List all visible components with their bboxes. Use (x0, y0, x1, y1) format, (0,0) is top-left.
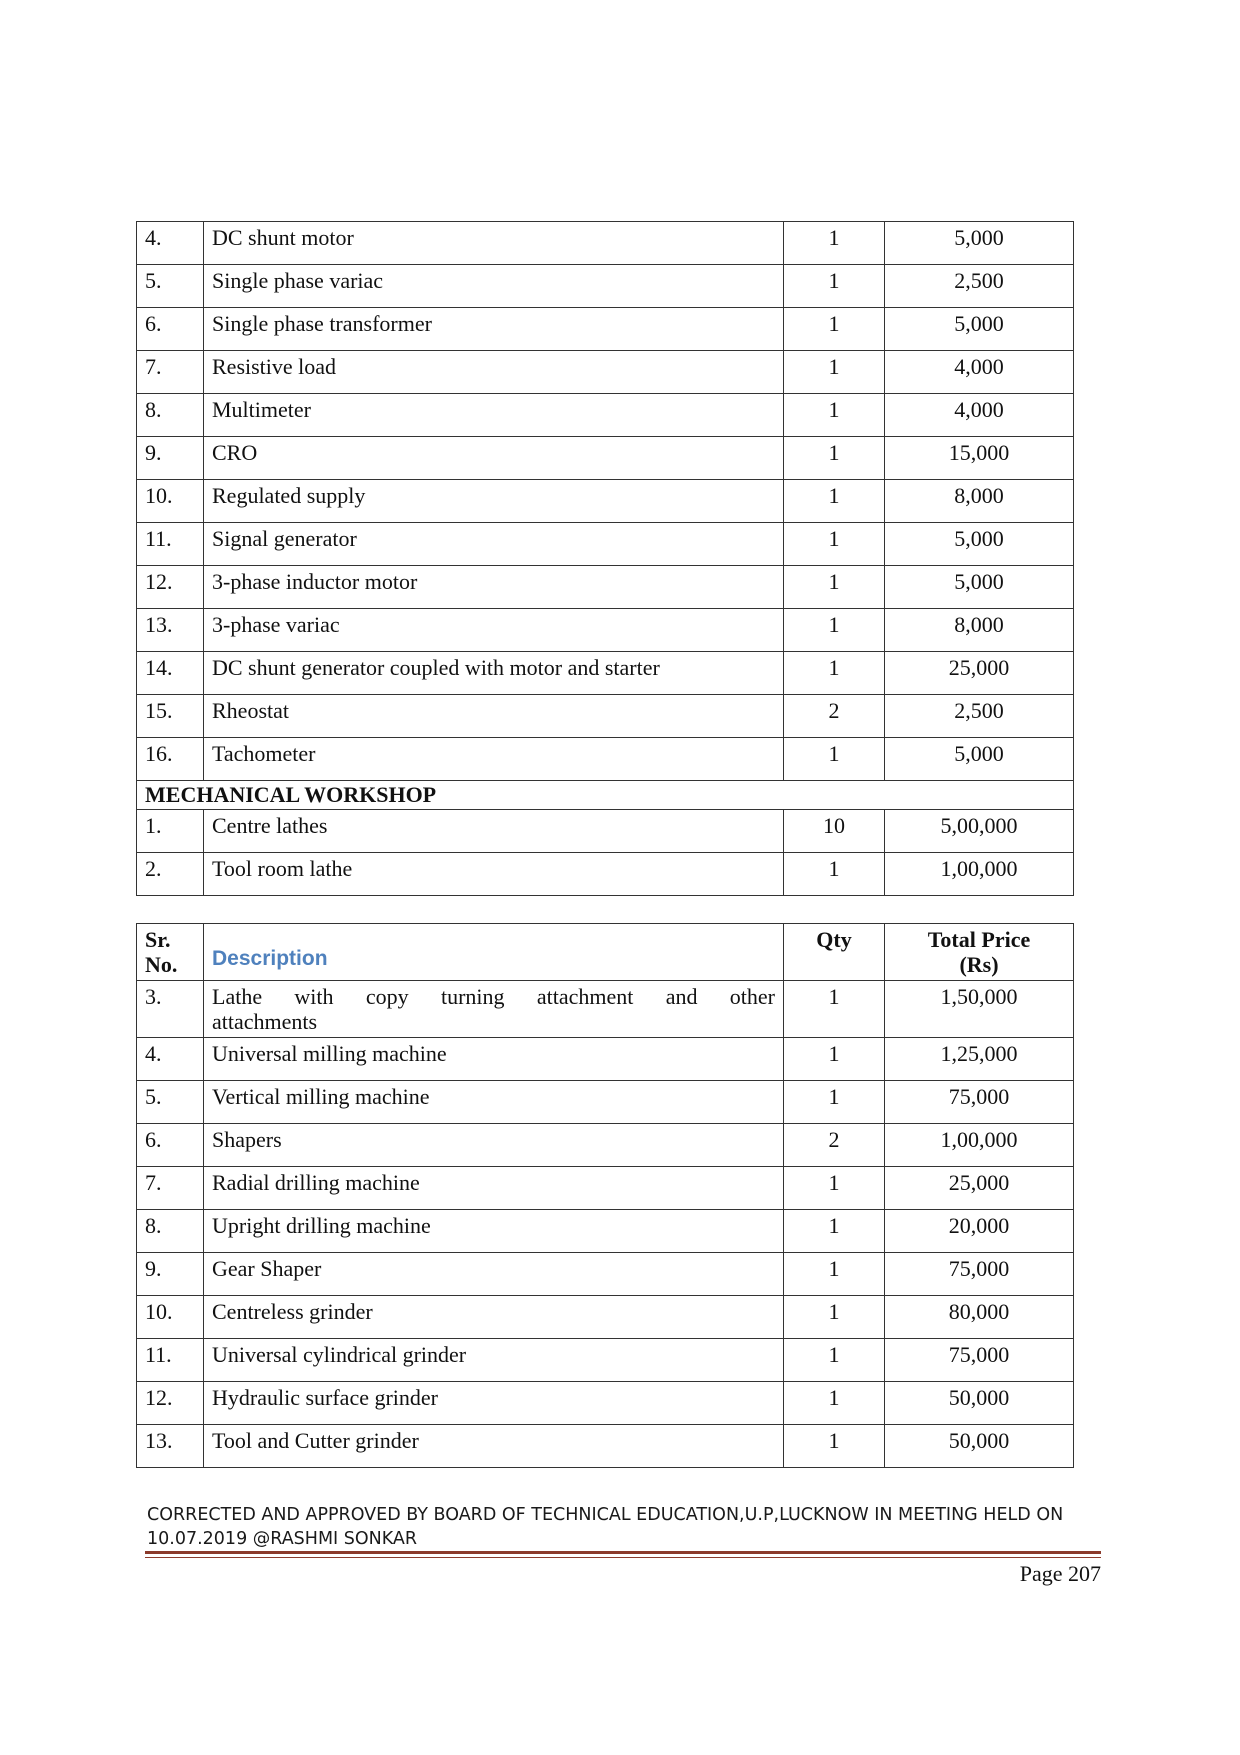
qty-cell: 1 (784, 1167, 885, 1210)
qty-cell: 10 (784, 810, 885, 853)
sr-no-cell: 11. (137, 1339, 204, 1382)
description-cell: 3-phase variac (204, 609, 784, 652)
sr-no-cell: 7. (137, 351, 204, 394)
qty-cell: 1 (784, 394, 885, 437)
table-row (137, 351, 1074, 394)
description-cell: Radial drilling machine (204, 1167, 784, 1210)
sr-no-cell: 10. (137, 480, 204, 523)
sr-no-cell: 9. (137, 1253, 204, 1296)
qty-cell: 1 (784, 523, 885, 566)
description-cell: Regulated supply (204, 480, 784, 523)
price-cell: 50,000 (885, 1382, 1074, 1425)
section-title: MECHANICAL WORKSHOP (137, 781, 1074, 810)
table-row (137, 1382, 1074, 1425)
header-qty: Qty (784, 924, 885, 981)
header-sr-no-line1: Sr. (145, 927, 171, 952)
description-cell: 3-phase inductor motor (204, 566, 784, 609)
table-row (137, 394, 1074, 437)
header-description: Description (204, 924, 784, 981)
sr-no-cell: 14. (137, 652, 204, 695)
sr-no-cell: 10. (137, 1296, 204, 1339)
price-cell: 25,000 (885, 1167, 1074, 1210)
qty-cell: 1 (784, 480, 885, 523)
qty-cell: 1 (784, 1253, 885, 1296)
footer-rule-thick (145, 1551, 1101, 1554)
sr-no-cell: 13. (137, 1425, 204, 1468)
header-total-price (885, 924, 1074, 981)
description-cell: Multimeter (204, 394, 784, 437)
sr-no-cell: 12. (137, 566, 204, 609)
qty-cell: 1 (784, 1425, 885, 1468)
table-row (137, 609, 1074, 652)
equipment-table-1 (136, 221, 1074, 896)
qty-cell: 1 (784, 652, 885, 695)
approval-footer (147, 1503, 1087, 1551)
qty-cell: 1 (784, 437, 885, 480)
sr-no-cell: 7. (137, 1167, 204, 1210)
qty-cell: 1 (784, 609, 885, 652)
sr-no-cell: 5. (137, 265, 204, 308)
description-cell: Single phase transformer (204, 308, 784, 351)
description-cell: Hydraulic surface grinder (204, 1382, 784, 1425)
description-cell: DC shunt generator coupled with motor and starter (204, 652, 784, 695)
description-cell: Upright drilling machine (204, 1210, 784, 1253)
sr-no-cell: 1. (137, 810, 204, 853)
sr-no-cell: 12. (137, 1382, 204, 1425)
price-cell: 5,00,000 (885, 810, 1074, 853)
qty-cell: 1 (784, 738, 885, 781)
price-cell: 1,25,000 (885, 1038, 1074, 1081)
price-cell: 5,000 (885, 523, 1074, 566)
table-row (137, 566, 1074, 609)
description-cell: Universal cylindrical grinder (204, 1339, 784, 1382)
qty-cell: 2 (784, 1124, 885, 1167)
table-row (137, 652, 1074, 695)
table-row (137, 1038, 1074, 1081)
description-cell: Single phase variac (204, 265, 784, 308)
sr-no-cell: 6. (137, 308, 204, 351)
sr-no-cell: 4. (137, 1038, 204, 1081)
description-cell: Vertical milling machine (204, 1081, 784, 1124)
page-number: Page 207 (1019, 1561, 1101, 1586)
price-cell: 25,000 (885, 652, 1074, 695)
header-sr-no-line2: No. (145, 952, 178, 977)
price-cell: 1,00,000 (885, 853, 1074, 896)
price-cell: 75,000 (885, 1081, 1074, 1124)
table-row (137, 738, 1074, 781)
sr-no-cell: 11. (137, 523, 204, 566)
sr-no-cell: 4. (137, 222, 204, 265)
sr-no-cell: 9. (137, 437, 204, 480)
price-cell: 75,000 (885, 1339, 1074, 1382)
qty-cell: 1 (784, 1382, 885, 1425)
table-row (137, 810, 1074, 853)
qty-cell: 1 (784, 1081, 885, 1124)
header-sr-no (137, 924, 204, 981)
description-line1: Lathe with copy turning attachment and other (212, 984, 775, 1009)
price-cell: 8,000 (885, 480, 1074, 523)
table-row (137, 1081, 1074, 1124)
price-cell: 75,000 (885, 1253, 1074, 1296)
price-cell: 1,00,000 (885, 1124, 1074, 1167)
table-row (137, 1425, 1074, 1468)
qty-cell: 1 (784, 1210, 885, 1253)
description-cell: DC shunt motor (204, 222, 784, 265)
table-row (137, 695, 1074, 738)
table-row (137, 853, 1074, 896)
description-cell: Rheostat (204, 695, 784, 738)
header-total-price-line2: (Rs) (959, 952, 999, 977)
description-cell: Signal generator (204, 523, 784, 566)
price-cell: 50,000 (885, 1425, 1074, 1468)
table-row (137, 981, 1074, 1038)
description-cell: Tool and Cutter grinder (204, 1425, 784, 1468)
description-cell: Universal milling machine (204, 1038, 784, 1081)
qty-cell: 1 (784, 981, 885, 1038)
table-row (137, 1210, 1074, 1253)
table-row (137, 1124, 1074, 1167)
table-row (137, 222, 1074, 265)
price-cell: 4,000 (885, 394, 1074, 437)
table-row (137, 308, 1074, 351)
description-cell: Gear Shaper (204, 1253, 784, 1296)
sr-no-cell: 13. (137, 609, 204, 652)
header-total-price-line1: Total Price (927, 927, 1031, 952)
description-cell: Centreless grinder (204, 1296, 784, 1339)
sr-no-cell: 8. (137, 394, 204, 437)
table-row (137, 1339, 1074, 1382)
table-row (137, 480, 1074, 523)
table-row (137, 437, 1074, 480)
table-header-row (137, 924, 1074, 981)
price-cell: 2,500 (885, 265, 1074, 308)
qty-cell: 1 (784, 265, 885, 308)
price-cell: 1,50,000 (885, 981, 1074, 1038)
qty-cell: 1 (784, 351, 885, 394)
description-cell: Tool room lathe (204, 853, 784, 896)
description-cell (204, 981, 784, 1038)
description-cell: Tachometer (204, 738, 784, 781)
price-cell: 5,000 (885, 738, 1074, 781)
price-cell: 5,000 (885, 566, 1074, 609)
price-cell: 8,000 (885, 609, 1074, 652)
table-row (137, 1253, 1074, 1296)
price-cell: 2,500 (885, 695, 1074, 738)
description-cell: CRO (204, 437, 784, 480)
footer-rule-thin (145, 1557, 1101, 1558)
description-cell: Resistive load (204, 351, 784, 394)
qty-cell: 1 (784, 308, 885, 351)
price-cell: 5,000 (885, 308, 1074, 351)
qty-cell: 1 (784, 1339, 885, 1382)
sr-no-cell: 8. (137, 1210, 204, 1253)
sr-no-cell: 6. (137, 1124, 204, 1167)
qty-cell: 1 (784, 853, 885, 896)
price-cell: 80,000 (885, 1296, 1074, 1339)
sr-no-cell: 5. (137, 1081, 204, 1124)
sr-no-cell: 2. (137, 853, 204, 896)
table-row (137, 265, 1074, 308)
table-row (137, 1296, 1074, 1339)
description-line2: attachments (212, 1009, 318, 1034)
table-row (137, 1167, 1074, 1210)
approval-footer-line2: 10.07.2019 @RASHMI SONKAR (147, 1529, 418, 1549)
price-cell: 5,000 (885, 222, 1074, 265)
qty-cell: 1 (784, 1038, 885, 1081)
sr-no-cell: 15. (137, 695, 204, 738)
description-cell: Shapers (204, 1124, 784, 1167)
table-row (137, 523, 1074, 566)
sr-no-cell: 16. (137, 738, 204, 781)
section-header-row (137, 781, 1074, 810)
price-cell: 15,000 (885, 437, 1074, 480)
description-cell: Centre lathes (204, 810, 784, 853)
qty-cell: 1 (784, 566, 885, 609)
qty-cell: 1 (784, 222, 885, 265)
equipment-table-2 (136, 923, 1074, 1468)
approval-footer-line1: CORRECTED AND APPROVED BY BOARD OF TECHNICAL EDUCATION,U.P,LUCKNOW IN MEETING HELD ON (147, 1505, 1064, 1525)
sr-no-cell: 3. (137, 981, 204, 1038)
qty-cell: 1 (784, 1296, 885, 1339)
price-cell: 20,000 (885, 1210, 1074, 1253)
qty-cell: 2 (784, 695, 885, 738)
price-cell: 4,000 (885, 351, 1074, 394)
